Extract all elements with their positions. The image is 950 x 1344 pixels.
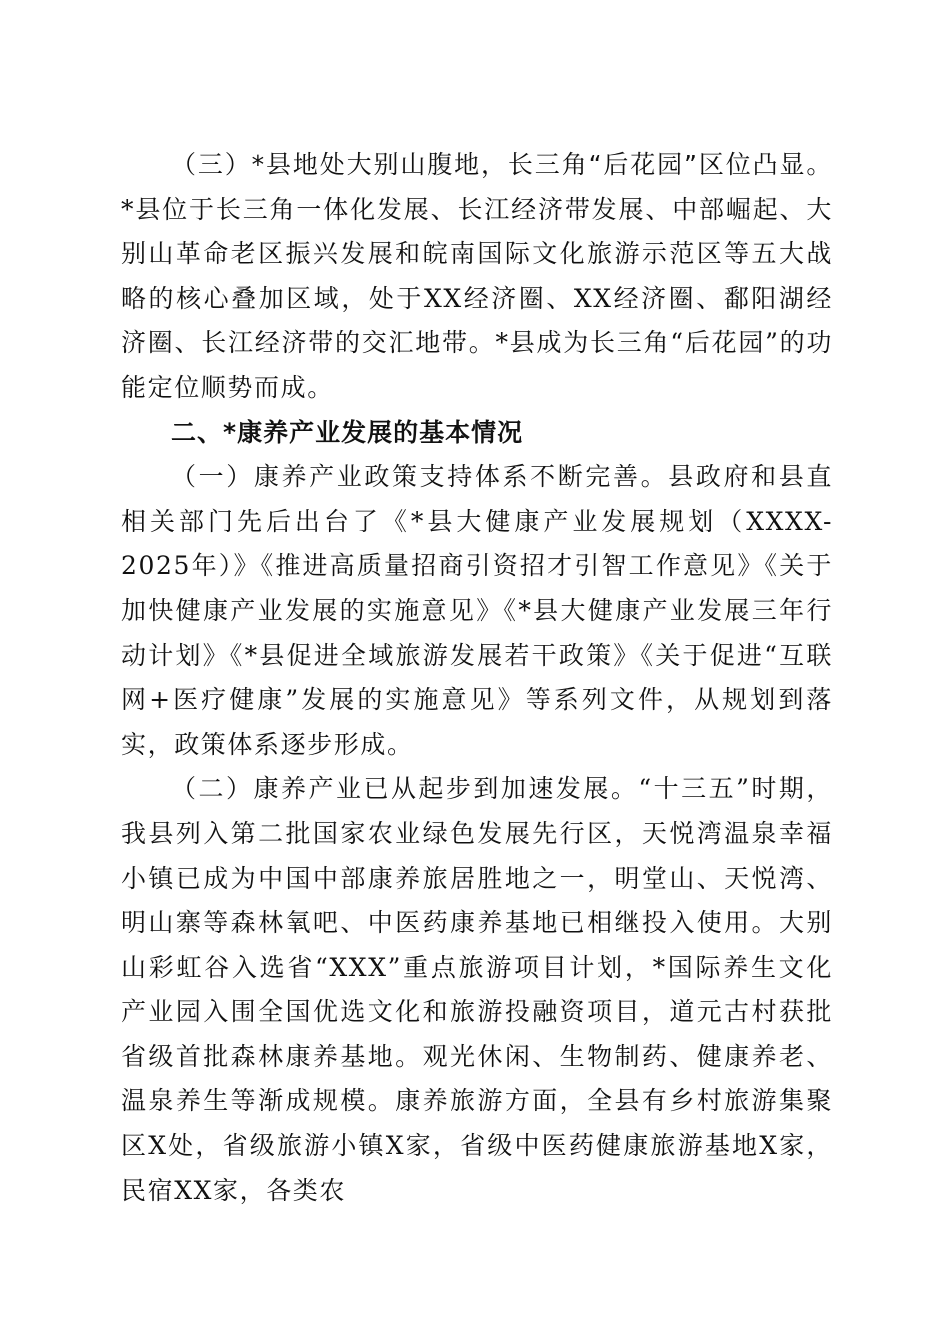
paragraph-lead: （二）康养产业已从起步到加速发展。 xyxy=(171,774,639,804)
paragraph-industry-growth xyxy=(121,767,833,1213)
paragraph-lead: （一）康养产业政策支持体系不断完善。 xyxy=(171,462,669,492)
paragraph-text: 县政府和县直相关部门先后出台了《*县大健康产业发展规划（XXXX-2025年）》《推进高质量招商引资招才引智工作意见》《关于加快健康产业发展的实施意见》《*县大健康产业发展三年行动计划》《*县促进全域旅游发展若干政策》《关于促进“互联网+医疗健康”发展的实施意见》等系列文件，从规划到落实，政策体系逐步形成。 xyxy=(121,462,833,759)
paragraph-text: “十三五”时期，我县列入第二批国家农业绿色发展先行区，天悦湾温泉幸福小镇已成为中国中部康养旅居胜地之一，明堂山、天悦湾、明山寨等森林氧吧、中医药康养基地已相继投入使用。大别山彩虹谷入选省“XXX”重点旅游项目计划，*国际养生文化产业园入围全国优选文化和旅游投融资项目，道元古村获批省级首批森林康养基地。观光休闲、生物制药、健康养老、温泉养生等渐成规模。康养旅游方面，全县有乡村旅游集聚区X处，省级旅游小镇X家，省级中医药健康旅游基地X家，民宿XX家，各类农 xyxy=(121,774,834,1205)
paragraph-lead: （三）*县地处大别山腹地，长三角“后花园”区位凸显。 xyxy=(171,150,833,179)
document-body xyxy=(121,143,833,1213)
section-heading: 二、*康养产业发展的基本情况 xyxy=(171,417,524,447)
paragraph-text: *县位于长三角一体化发展、长江经济带发展、中部崛起、大别山革命老区振兴发展和皖南国际文化旅游示范区等五大战略的核心叠加区域，处于XX经济圈、XX经济圈、鄱阳湖经济圈、长江经济带的交汇地带。*县成为长三角“后花园”的功能定位顺势而成。 xyxy=(121,194,833,402)
paragraph-policy-support xyxy=(121,455,833,767)
paragraph-location-advantage xyxy=(121,143,833,411)
